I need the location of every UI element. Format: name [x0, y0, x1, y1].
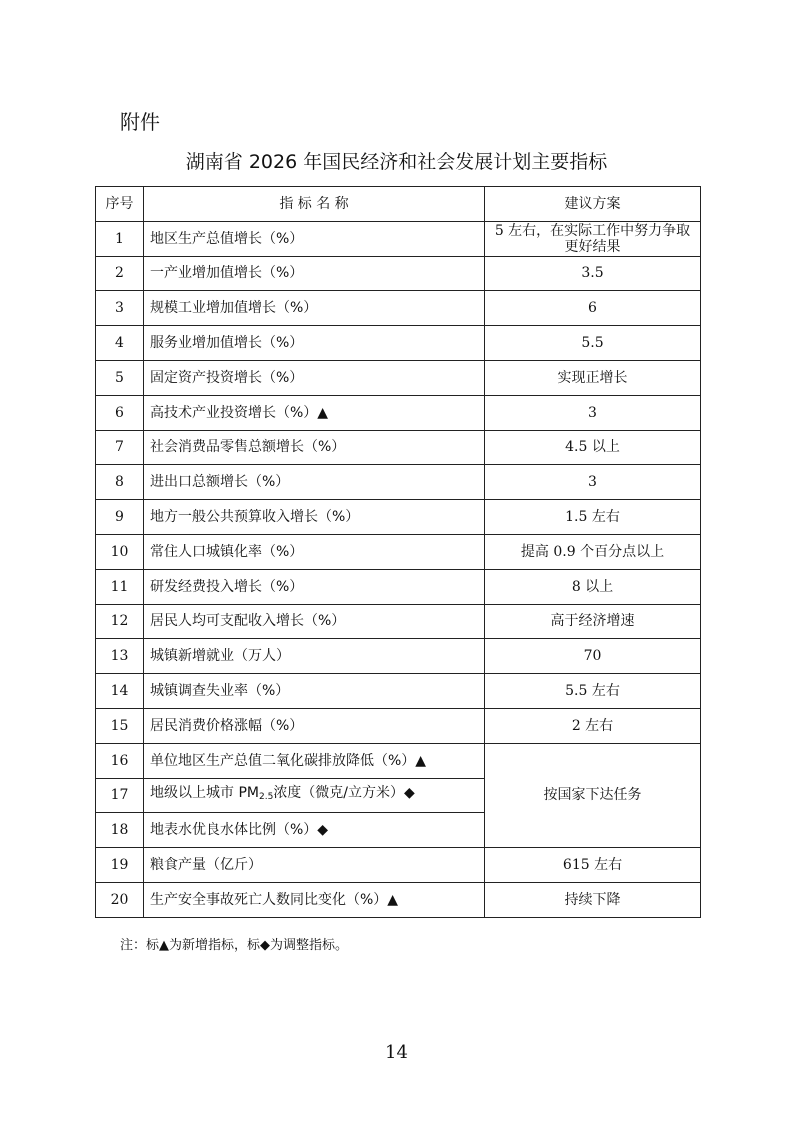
- row-number: 13: [96, 639, 144, 674]
- table-row: [96, 708, 701, 743]
- indicator-value: 5.5: [485, 326, 701, 361]
- indicator-name: 高技术产业投资增长（%）▲: [144, 395, 485, 430]
- table-footnote: 注：标▲为新增指标，标◆为调整指标。: [120, 938, 348, 953]
- table-row: [96, 674, 701, 709]
- row-number: 4: [96, 326, 144, 361]
- row-number: 20: [96, 882, 144, 917]
- row-number: 10: [96, 534, 144, 569]
- indicator-value: 615 左右: [485, 848, 701, 883]
- indicator-name: 城镇调查失业率（%）: [144, 674, 485, 709]
- row-number: 5: [96, 360, 144, 395]
- header-name: 指 标 名 称: [144, 187, 485, 222]
- indicator-value: 5 左右，在实际工作中努力争取更好结果: [485, 221, 701, 256]
- header-plan: 建议方案: [485, 187, 701, 222]
- indicator-name: 规模工业增加值增长（%）: [144, 291, 485, 326]
- indicator-name: 一产业增加值增长（%）: [144, 256, 485, 291]
- table-row: [96, 604, 701, 639]
- row-number: 11: [96, 569, 144, 604]
- row-number: 18: [96, 813, 144, 848]
- table-row: [96, 569, 701, 604]
- merged-indicator-value: 按国家下达任务: [485, 743, 701, 847]
- header-seq: 序号: [96, 187, 144, 222]
- indicator-name: 单位地区生产总值二氧化碳排放降低（%）▲: [144, 743, 485, 778]
- table-row: [96, 291, 701, 326]
- table-row: [96, 534, 701, 569]
- row-number: 17: [96, 778, 144, 813]
- row-number: 6: [96, 395, 144, 430]
- row-number: 19: [96, 848, 144, 883]
- indicators-table: [95, 186, 701, 918]
- table-row: [96, 221, 701, 256]
- indicator-value: 提高 0.9 个百分点以上: [485, 534, 701, 569]
- indicator-name: 居民人均可支配收入增长（%）: [144, 604, 485, 639]
- indicator-name: 地方一般公共预算收入增长（%）: [144, 500, 485, 535]
- indicator-value: 6: [485, 291, 701, 326]
- table-row: [96, 326, 701, 361]
- indicator-value: 5.5 左右: [485, 674, 701, 709]
- indicator-name: 研发经费投入增长（%）: [144, 569, 485, 604]
- indicator-name: 城镇新增就业（万人）: [144, 639, 485, 674]
- indicator-name: 常住人口城镇化率（%）: [144, 534, 485, 569]
- row-number: 16: [96, 743, 144, 778]
- indicator-name: [144, 778, 485, 813]
- row-number: 3: [96, 291, 144, 326]
- table-row: [96, 430, 701, 465]
- row-number: 9: [96, 500, 144, 535]
- indicator-name: 生产安全事故死亡人数同比变化（%）▲: [144, 882, 485, 917]
- table-row: [96, 848, 701, 883]
- document-title: 湖南省 2026 年国民经济和社会发展计划主要指标: [185, 151, 608, 173]
- indicator-value: 3: [485, 395, 701, 430]
- indicator-name: 进出口总额增长（%）: [144, 465, 485, 500]
- indicator-name: 地区生产总值增长（%）: [144, 221, 485, 256]
- table-row: [96, 256, 701, 291]
- page-number: 14: [385, 1042, 408, 1063]
- indicator-name: 居民消费价格涨幅（%）: [144, 708, 485, 743]
- annex-label: 附件: [120, 110, 160, 134]
- row-number: 15: [96, 708, 144, 743]
- indicator-name-part: 浓度（微克/立方米）◆: [273, 785, 415, 802]
- table-row: [96, 639, 701, 674]
- indicator-value: 8 以上: [485, 569, 701, 604]
- table-header-row: [96, 187, 701, 222]
- indicator-value: 70: [485, 639, 701, 674]
- table-row: [96, 360, 701, 395]
- indicator-value: 高于经济增速: [485, 604, 701, 639]
- indicator-value: 1.5 左右: [485, 500, 701, 535]
- table-row: [96, 500, 701, 535]
- row-number: 14: [96, 674, 144, 709]
- indicator-name-part: 地级以上城市 PM: [150, 785, 259, 802]
- indicator-value: 持续下降: [485, 882, 701, 917]
- indicator-value: 4.5 以上: [485, 430, 701, 465]
- indicator-name: 服务业增加值增长（%）: [144, 326, 485, 361]
- row-number: 1: [96, 221, 144, 256]
- table-row: [96, 743, 701, 778]
- indicator-value: 3: [485, 465, 701, 500]
- row-number: 2: [96, 256, 144, 291]
- row-number: 12: [96, 604, 144, 639]
- indicator-value: 2 左右: [485, 708, 701, 743]
- table-row: [96, 395, 701, 430]
- indicator-name: 地表水优良水体比例（%）◆: [144, 813, 485, 848]
- indicator-name: 社会消费品零售总额增长（%）: [144, 430, 485, 465]
- indicator-name: 固定资产投资增长（%）: [144, 360, 485, 395]
- table-row: [96, 465, 701, 500]
- indicator-value: 实现正增长: [485, 360, 701, 395]
- indicator-value: 3.5: [485, 256, 701, 291]
- row-number: 8: [96, 465, 144, 500]
- pm-subscript: 2.5: [258, 792, 274, 803]
- row-number: 7: [96, 430, 144, 465]
- indicator-name: 粮食产量（亿斤）: [144, 848, 485, 883]
- table-row: [96, 882, 701, 917]
